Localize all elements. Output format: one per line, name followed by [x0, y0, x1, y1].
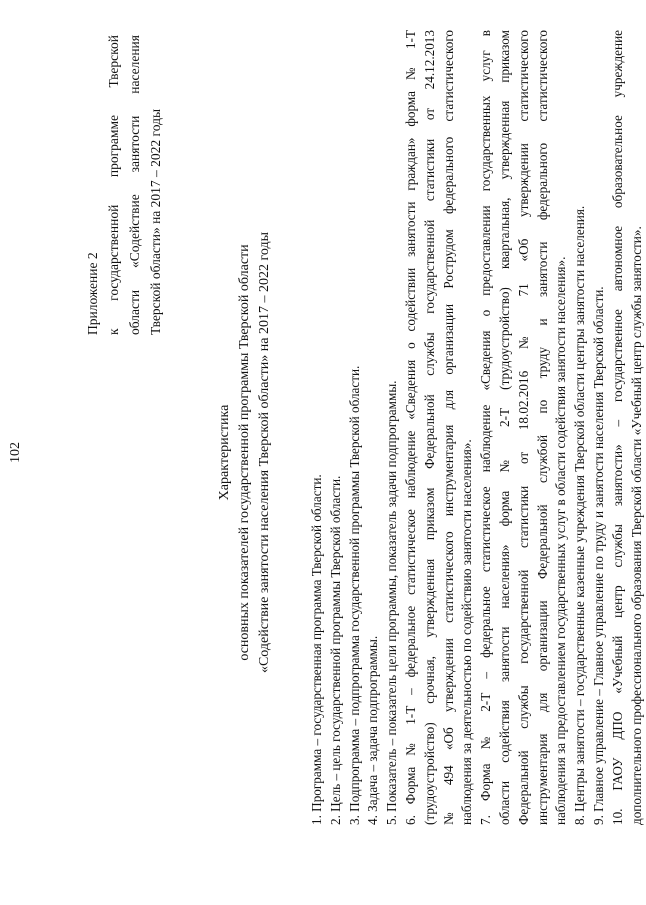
definitions-list — [308, 30, 646, 825]
definition-line: 6. Форма № 1-Т – федеральное статистическое наблюдение «Сведения о содействии занятости граждан» форма № 1-Т — [402, 30, 418, 825]
definition-line: области содействия занятости населения» форма № 2-Т (трудоустройство) квартальная, утвержденная приказом — [496, 30, 512, 825]
definition-line: 5. Показатель – показатель цели программы, показатель задачи подпрограммы. — [384, 380, 400, 825]
definition-line: наблюдения за деятельностью по содействию занятости населения». — [459, 439, 475, 825]
definition-line: 1. Программа – государственная программа Тверской области. — [309, 474, 324, 825]
definition-line: Федеральной службы государственной статистики от 18.02.2016 № 71 «Об утверждении статистического — [515, 30, 531, 825]
document-title — [215, 0, 275, 905]
definition-line: (трудоустройство) срочная, утвержденная приказом Федеральной службы государственной статистики от 24.12.2013 — [421, 30, 437, 825]
appendix-line: к государственной программе Тверской — [106, 35, 121, 335]
definition-line: инструментария для организации Федеральной службой по труду и занятости федерального статистического — [534, 30, 550, 825]
title-line: Характеристика — [217, 404, 232, 501]
page-number: 102 — [8, 442, 23, 463]
definition-line: дополнительного профессионального образования Тверской области «Учебный центр службы занятости». — [628, 226, 644, 825]
definition-line: 4. Задача – задача подпрограммы. — [365, 635, 381, 825]
definition-line: 2. Цель – цель государственной программы Тверской области. — [327, 475, 343, 825]
definition-line: 7. Форма № 2-Т – федеральное статистическое наблюдение «Сведения о предоставлении государственных услуг в — [478, 30, 494, 825]
appendix-line: области «Содействие занятости населения — [127, 35, 142, 335]
definition-line: 9. Главное управление – Главное управление по труду и занятости населения Тверской области. — [590, 286, 606, 825]
definition-line: 10. ГАОУ ДПО «Учебный центр службы занятости» – государственное автономное образовательное учреждение — [609, 30, 625, 825]
definition-line: 3. Подпрограмма – подпрограмма государственной программы Тверской области. — [346, 365, 362, 825]
appendix-line: Приложение 2 — [85, 252, 100, 335]
definition-line: 8. Центры занятости – государственные казенные учреждения Тверской области центры занятости населения. — [572, 205, 588, 825]
title-line: «Содействие занятости населения Тверской области» на 2017 – 2022 годы — [257, 231, 272, 674]
appendix-header — [82, 35, 166, 335]
definition-line: № 494 «Об утверждении статистического инструментария для организации Рострудом федерального статистического — [440, 30, 456, 825]
definition-line: наблюдения за предоставлением государственных услуг в области содействия занятости населения». — [553, 256, 569, 825]
title-line: основных показателей государственной программы Тверской области — [237, 244, 252, 661]
appendix-line: Тверской области» на 2017 – 2022 годы — [148, 108, 163, 335]
